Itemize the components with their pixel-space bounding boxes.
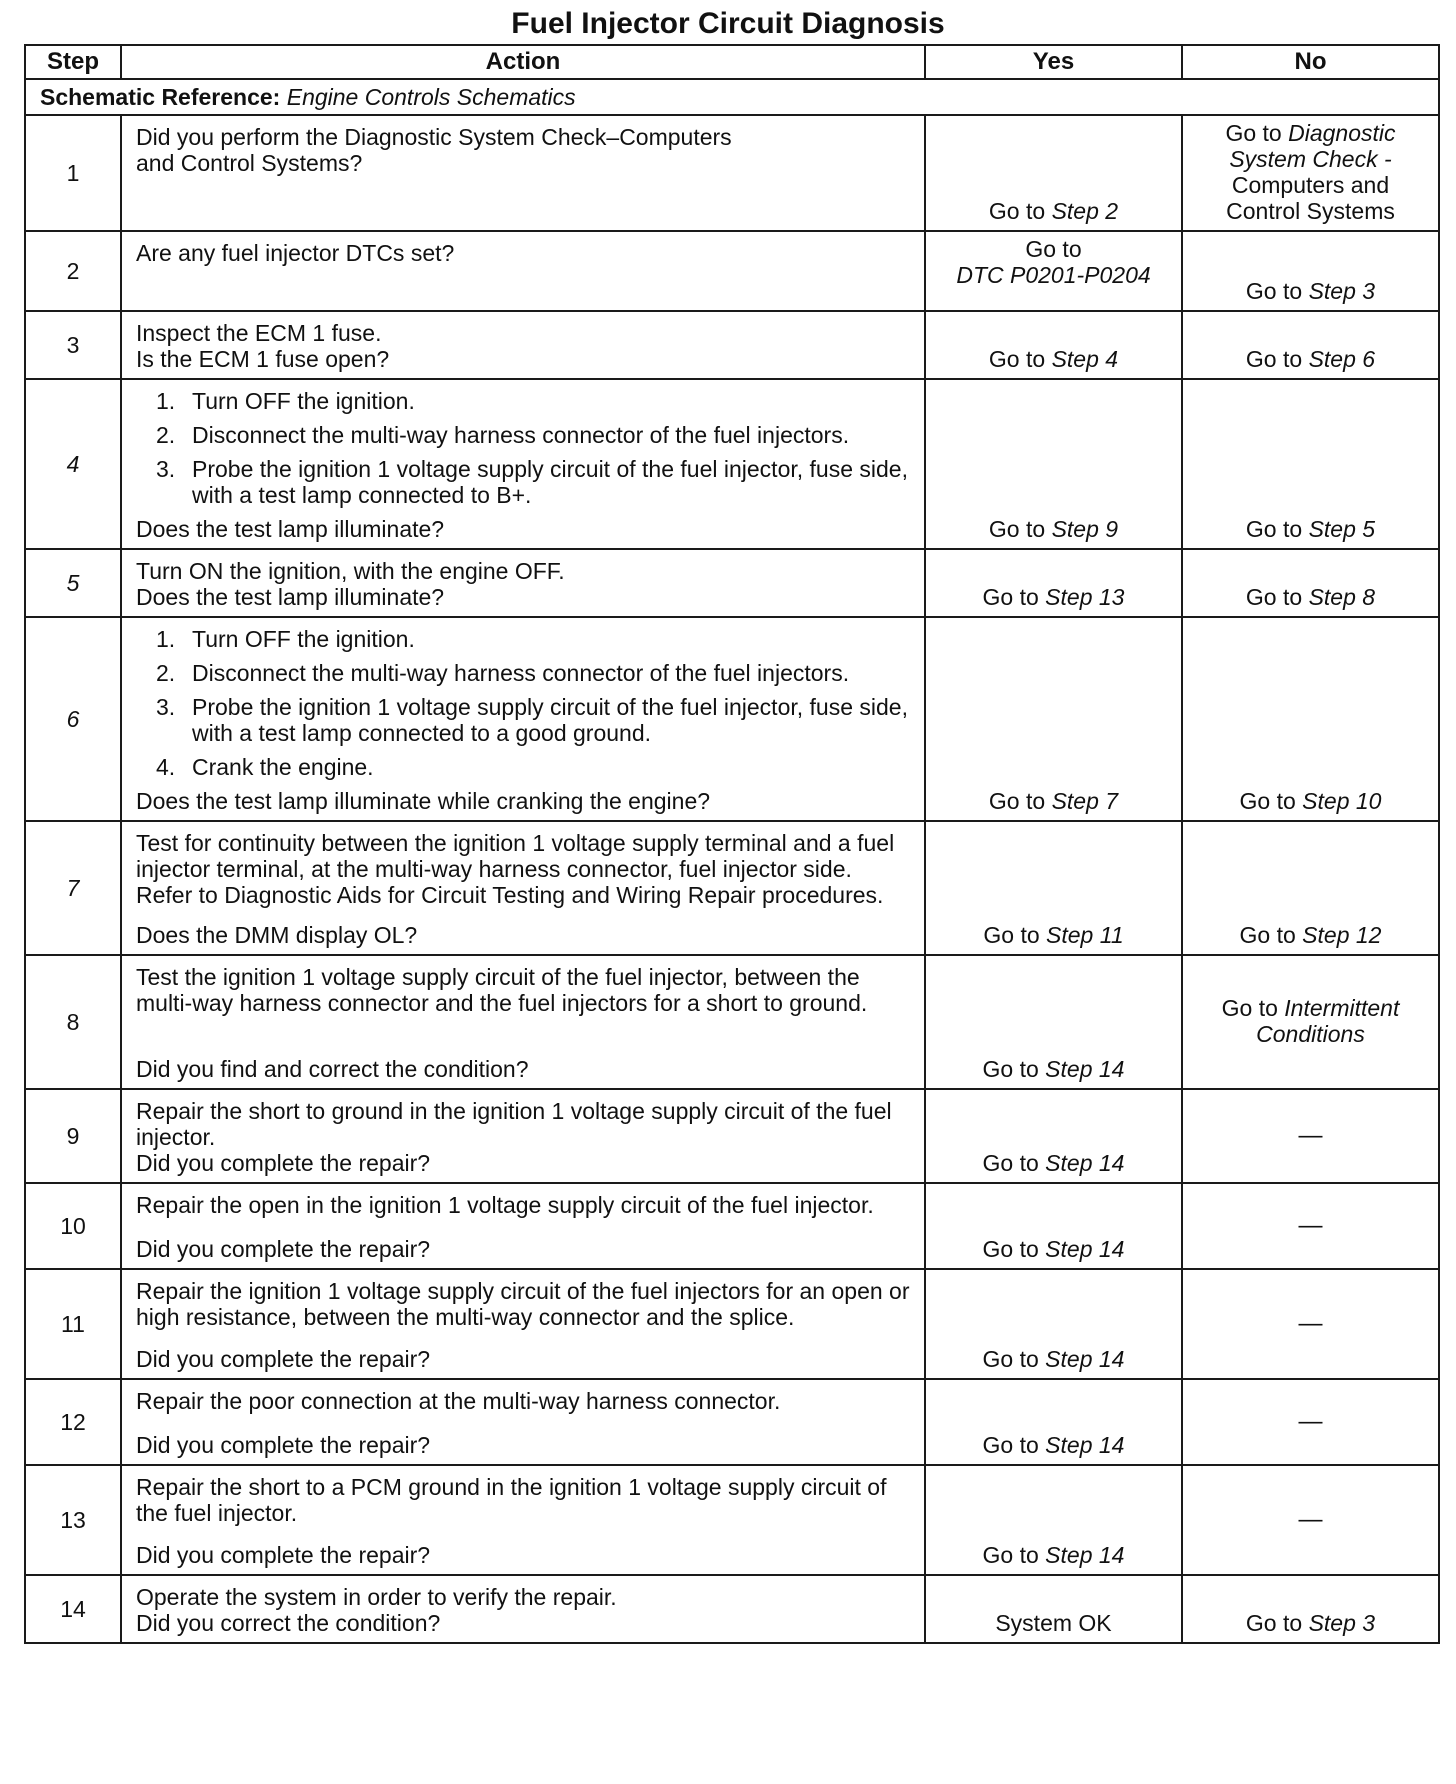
action-content bbox=[136, 320, 914, 372]
step-number: 13 bbox=[25, 1465, 121, 1575]
step-number: 3 bbox=[25, 311, 121, 379]
no-cell bbox=[1182, 1089, 1439, 1183]
result-reference: Step 3 bbox=[1308, 278, 1376, 304]
result-prefix: Go to bbox=[1245, 584, 1309, 610]
result-prefix: Go to bbox=[982, 1236, 1046, 1262]
action-step-number: 1. bbox=[156, 626, 176, 652]
action-step-text: Probe the ignition 1 voltage supply circuit of the fuel injector, fuse side, with a test lamp connected to a good ground. bbox=[192, 694, 908, 746]
action-question: Did you find and correct the condition? bbox=[136, 1056, 529, 1082]
result-prefix: Go to bbox=[983, 922, 1047, 948]
action-content bbox=[136, 1388, 914, 1458]
step-number: 5 bbox=[25, 549, 121, 617]
result-prefix: Go to bbox=[982, 1150, 1046, 1176]
result-reference: Step 2 bbox=[1051, 198, 1119, 224]
action-cell bbox=[121, 1379, 925, 1465]
yes-cell bbox=[925, 1465, 1182, 1575]
no-cell bbox=[1182, 231, 1439, 311]
result-prefix: Go to bbox=[1239, 788, 1303, 814]
action-content bbox=[136, 1474, 914, 1568]
step-number: 12 bbox=[25, 1379, 121, 1465]
action-instructions bbox=[136, 1278, 914, 1330]
action-cell bbox=[121, 821, 925, 955]
action-content bbox=[136, 1098, 914, 1176]
step-number: 11 bbox=[25, 1269, 121, 1379]
step-number: 6 bbox=[25, 617, 121, 821]
result-prefix: Go to bbox=[988, 198, 1052, 224]
result-prefix: Go to bbox=[1225, 120, 1289, 146]
action-instructions bbox=[136, 1098, 914, 1150]
result-prefix: Go to bbox=[1245, 346, 1309, 372]
action-step-item bbox=[136, 456, 914, 508]
result-reference: Step 9 bbox=[1051, 516, 1119, 542]
table-row bbox=[25, 1379, 1439, 1465]
action-question: Does the test lamp illuminate? bbox=[136, 584, 445, 610]
action-step-item bbox=[136, 660, 914, 686]
action-cell bbox=[121, 1269, 925, 1379]
step-number: 2 bbox=[25, 231, 121, 311]
no-action-dash: — bbox=[1298, 1309, 1323, 1337]
result-prefix: Go to bbox=[982, 584, 1046, 610]
table-row bbox=[25, 1269, 1439, 1379]
no-cell bbox=[1182, 1575, 1439, 1643]
no-cell bbox=[1182, 1183, 1439, 1269]
action-text: Turn ON the ignition, with the engine OFF. bbox=[136, 558, 565, 584]
action-cell bbox=[121, 379, 925, 549]
action-cell bbox=[121, 1465, 925, 1575]
header-action: Action bbox=[121, 45, 925, 79]
no-action-dash: — bbox=[1298, 1505, 1323, 1533]
no-cell bbox=[1182, 549, 1439, 617]
action-instructions bbox=[136, 558, 914, 584]
action-content bbox=[136, 240, 914, 304]
no-cell bbox=[1182, 115, 1439, 231]
action-question: Did you complete the repair? bbox=[136, 1542, 431, 1568]
yes-cell bbox=[925, 1379, 1182, 1465]
no-cell bbox=[1182, 955, 1439, 1089]
result-prefix: Go to bbox=[1245, 1610, 1309, 1636]
table-row bbox=[25, 1089, 1439, 1183]
result-reference: Intermittent Conditions bbox=[1256, 995, 1400, 1047]
result-prefix: Go to bbox=[982, 1056, 1046, 1082]
action-text: Repair the short to ground in the ignition 1 voltage supply circuit of the fuel injector. bbox=[136, 1098, 892, 1150]
result-text: System OK bbox=[995, 1610, 1112, 1636]
action-instructions bbox=[136, 1388, 914, 1414]
action-step-item bbox=[136, 694, 914, 746]
action-instructions bbox=[136, 1584, 914, 1610]
action-step-item bbox=[136, 388, 914, 414]
action-step-number: 2. bbox=[156, 660, 176, 686]
action-step-text: Turn OFF the ignition. bbox=[192, 388, 415, 414]
result-prefix: Go to bbox=[1239, 922, 1303, 948]
action-cell bbox=[121, 311, 925, 379]
yes-cell bbox=[925, 549, 1182, 617]
step-number: 14 bbox=[25, 1575, 121, 1643]
action-content bbox=[136, 964, 914, 1082]
table-row bbox=[25, 1465, 1439, 1575]
action-text: Repair the short to a PCM ground in the ignition 1 voltage supply circuit of the fuel injector. bbox=[136, 1474, 887, 1526]
result-reference: Step 14 bbox=[1045, 1056, 1125, 1082]
result-reference: Step 7 bbox=[1051, 788, 1119, 814]
action-text: Test the ignition 1 voltage supply circuit of the fuel injector, between the multi-way harness connector and the fuel injectors for a short to ground. bbox=[136, 964, 868, 1016]
result-prefix: Go to bbox=[988, 346, 1052, 372]
header-no: No bbox=[1182, 45, 1439, 79]
action-text: Are any fuel injector DTCs set? bbox=[136, 240, 455, 266]
result-prefix: Go to bbox=[988, 516, 1052, 542]
step-number: 10 bbox=[25, 1183, 121, 1269]
action-cell bbox=[121, 1575, 925, 1643]
action-cell bbox=[121, 231, 925, 311]
action-instructions bbox=[136, 124, 914, 176]
action-cell bbox=[121, 1183, 925, 1269]
schematic-label: Schematic Reference: bbox=[40, 83, 281, 110]
result-prefix: Go to bbox=[1221, 995, 1285, 1021]
no-cell bbox=[1182, 1379, 1439, 1465]
action-step-item bbox=[136, 754, 914, 780]
yes-cell bbox=[925, 231, 1182, 311]
table-row bbox=[25, 231, 1439, 311]
action-text: Repair the poor connection at the multi-way harness connector. bbox=[136, 1388, 781, 1414]
action-step-number: 3. bbox=[156, 694, 176, 720]
yes-cell bbox=[925, 115, 1182, 231]
action-question: Did you complete the repair? bbox=[136, 1150, 431, 1176]
action-content bbox=[136, 626, 914, 814]
action-instructions bbox=[136, 240, 914, 266]
action-cell bbox=[121, 617, 925, 821]
result-reference: Step 13 bbox=[1045, 584, 1125, 610]
no-action-dash: — bbox=[1298, 1211, 1323, 1239]
yes-cell bbox=[925, 1183, 1182, 1269]
result-reference: Step 10 bbox=[1302, 788, 1382, 814]
result-line bbox=[1189, 146, 1432, 172]
action-content bbox=[136, 124, 914, 211]
action-instructions bbox=[136, 320, 914, 346]
result-reference: Diagnostic bbox=[1288, 120, 1396, 146]
table-row bbox=[25, 821, 1439, 955]
table-row bbox=[25, 617, 1439, 821]
no-cell bbox=[1182, 379, 1439, 549]
action-content bbox=[136, 830, 914, 948]
header-row bbox=[25, 45, 1439, 79]
action-cell bbox=[121, 955, 925, 1089]
action-text: Repair the ignition 1 voltage supply circuit of the fuel injectors for an open or high resistance, between the multi-way connector and the splice. bbox=[136, 1278, 910, 1330]
action-step-text: Turn OFF the ignition. bbox=[192, 626, 415, 652]
no-cell bbox=[1182, 1269, 1439, 1379]
result-reference: Step 14 bbox=[1045, 1236, 1125, 1262]
page-title: Fuel Injector Circuit Diagnosis bbox=[511, 7, 945, 40]
no-action-dash: — bbox=[1298, 1121, 1323, 1149]
schematic-value: Engine Controls Schematics bbox=[286, 83, 576, 110]
action-cell bbox=[121, 549, 925, 617]
action-text: Test for continuity between the ignition 1 voltage supply terminal and a fuel injector terminal, at the multi-way harness connector, fuel injector side. Refer to Diagnostic Aids for Circuit Testing and Wiring Repair procedures. bbox=[136, 830, 895, 908]
result-prefix: Go to bbox=[1245, 516, 1309, 542]
action-content bbox=[136, 1192, 914, 1262]
action-instructions bbox=[136, 964, 914, 1016]
result-prefix: Go to bbox=[1025, 236, 1082, 262]
table-row bbox=[25, 379, 1439, 549]
yes-cell bbox=[925, 1269, 1182, 1379]
no-action-dash: — bbox=[1298, 1407, 1323, 1435]
result-reference: Step 6 bbox=[1308, 346, 1376, 372]
no-cell bbox=[1182, 617, 1439, 821]
step-number: 8 bbox=[25, 955, 121, 1089]
step-number: 1 bbox=[25, 115, 121, 231]
result-prefix: Go to bbox=[988, 788, 1052, 814]
header-yes: Yes bbox=[925, 45, 1182, 79]
result-reference: Step 14 bbox=[1045, 1542, 1125, 1568]
action-text: and Control Systems? bbox=[136, 150, 363, 176]
yes-cell bbox=[925, 379, 1182, 549]
action-text: Did you perform the Diagnostic System Check–Computers bbox=[136, 124, 732, 150]
action-question: Did you complete the repair? bbox=[136, 1432, 431, 1458]
action-step-item bbox=[136, 626, 914, 652]
no-cell bbox=[1182, 311, 1439, 379]
step-number: 4 bbox=[25, 379, 121, 549]
action-question: Does the DMM display OL? bbox=[136, 922, 418, 948]
result-reference: System Check - bbox=[1229, 146, 1392, 172]
result-reference: Step 11 bbox=[1046, 922, 1124, 948]
action-instructions bbox=[136, 626, 914, 788]
action-instructions bbox=[136, 1192, 914, 1218]
schematic-row bbox=[25, 79, 1439, 115]
action-question: Did you complete the repair? bbox=[136, 1236, 431, 1262]
result-prefix: Go to bbox=[1245, 278, 1309, 304]
result-prefix: Go to bbox=[982, 1432, 1046, 1458]
action-text: Operate the system in order to verify the repair. bbox=[136, 1584, 617, 1610]
result-reference: Step 14 bbox=[1045, 1346, 1125, 1372]
action-cell bbox=[121, 1089, 925, 1183]
action-instructions bbox=[136, 830, 914, 908]
yes-cell bbox=[925, 617, 1182, 821]
action-content bbox=[136, 1584, 914, 1636]
action-question: Does the test lamp illuminate? bbox=[136, 516, 445, 542]
table-row bbox=[25, 311, 1439, 379]
result-line: Control Systems bbox=[1226, 198, 1395, 224]
schematic-reference bbox=[25, 79, 1439, 115]
action-step-number: 1. bbox=[156, 388, 176, 414]
step-number: 9 bbox=[25, 1089, 121, 1183]
yes-cell bbox=[925, 1575, 1182, 1643]
action-step-text: Disconnect the multi-way harness connector of the fuel injectors. bbox=[192, 422, 850, 448]
result-reference: Step 14 bbox=[1045, 1150, 1125, 1176]
result-reference: Step 8 bbox=[1308, 584, 1376, 610]
action-step-text: Disconnect the multi-way harness connector of the fuel injectors. bbox=[192, 660, 850, 686]
action-instructions bbox=[136, 1474, 914, 1526]
action-step-number: 3. bbox=[156, 456, 176, 482]
action-cell bbox=[121, 115, 925, 231]
action-content bbox=[136, 558, 914, 610]
action-instructions bbox=[136, 388, 914, 516]
table-row bbox=[25, 1183, 1439, 1269]
yes-cell bbox=[925, 955, 1182, 1089]
header-step: Step bbox=[25, 45, 121, 79]
diagnosis-table bbox=[24, 44, 1440, 1644]
result-reference: Step 4 bbox=[1051, 346, 1119, 372]
result-reference: DTC P0201-P0204 bbox=[956, 262, 1151, 288]
action-content bbox=[136, 388, 914, 542]
action-question: Is the ECM 1 fuse open? bbox=[136, 346, 390, 372]
action-step-text: Crank the engine. bbox=[192, 754, 374, 780]
action-question: Did you complete the repair? bbox=[136, 1346, 431, 1372]
result-line bbox=[1189, 120, 1432, 146]
action-text: Inspect the ECM 1 fuse. bbox=[136, 320, 382, 346]
table-row bbox=[25, 115, 1439, 231]
action-content bbox=[136, 1278, 914, 1372]
step-number: 7 bbox=[25, 821, 121, 955]
action-question: Did you correct the condition? bbox=[136, 1610, 441, 1636]
action-step-number: 4. bbox=[156, 754, 176, 780]
result-reference: Step 14 bbox=[1045, 1432, 1125, 1458]
result-reference: Step 3 bbox=[1308, 1610, 1376, 1636]
action-steps-list bbox=[136, 388, 914, 508]
yes-cell bbox=[925, 311, 1182, 379]
yes-cell bbox=[925, 821, 1182, 955]
result-reference: Step 12 bbox=[1302, 922, 1382, 948]
table-row bbox=[25, 1575, 1439, 1643]
no-cell bbox=[1182, 1465, 1439, 1575]
action-text: Repair the open in the ignition 1 voltage supply circuit of the fuel injector. bbox=[136, 1192, 874, 1218]
result-reference: Step 5 bbox=[1308, 516, 1376, 542]
action-steps-list bbox=[136, 626, 914, 780]
action-step-text: Probe the ignition 1 voltage supply circuit of the fuel injector, fuse side, with a test lamp connected to B+. bbox=[192, 456, 908, 508]
yes-cell bbox=[925, 1089, 1182, 1183]
no-cell bbox=[1182, 821, 1439, 955]
table-row bbox=[25, 549, 1439, 617]
result-prefix: Go to bbox=[982, 1542, 1046, 1568]
result-prefix: Go to bbox=[982, 1346, 1046, 1372]
action-question: Does the test lamp illuminate while cranking the engine? bbox=[136, 788, 711, 814]
action-step-item bbox=[136, 422, 914, 448]
table-row bbox=[25, 955, 1439, 1089]
action-step-number: 2. bbox=[156, 422, 176, 448]
result-line: Computers and bbox=[1231, 172, 1390, 198]
